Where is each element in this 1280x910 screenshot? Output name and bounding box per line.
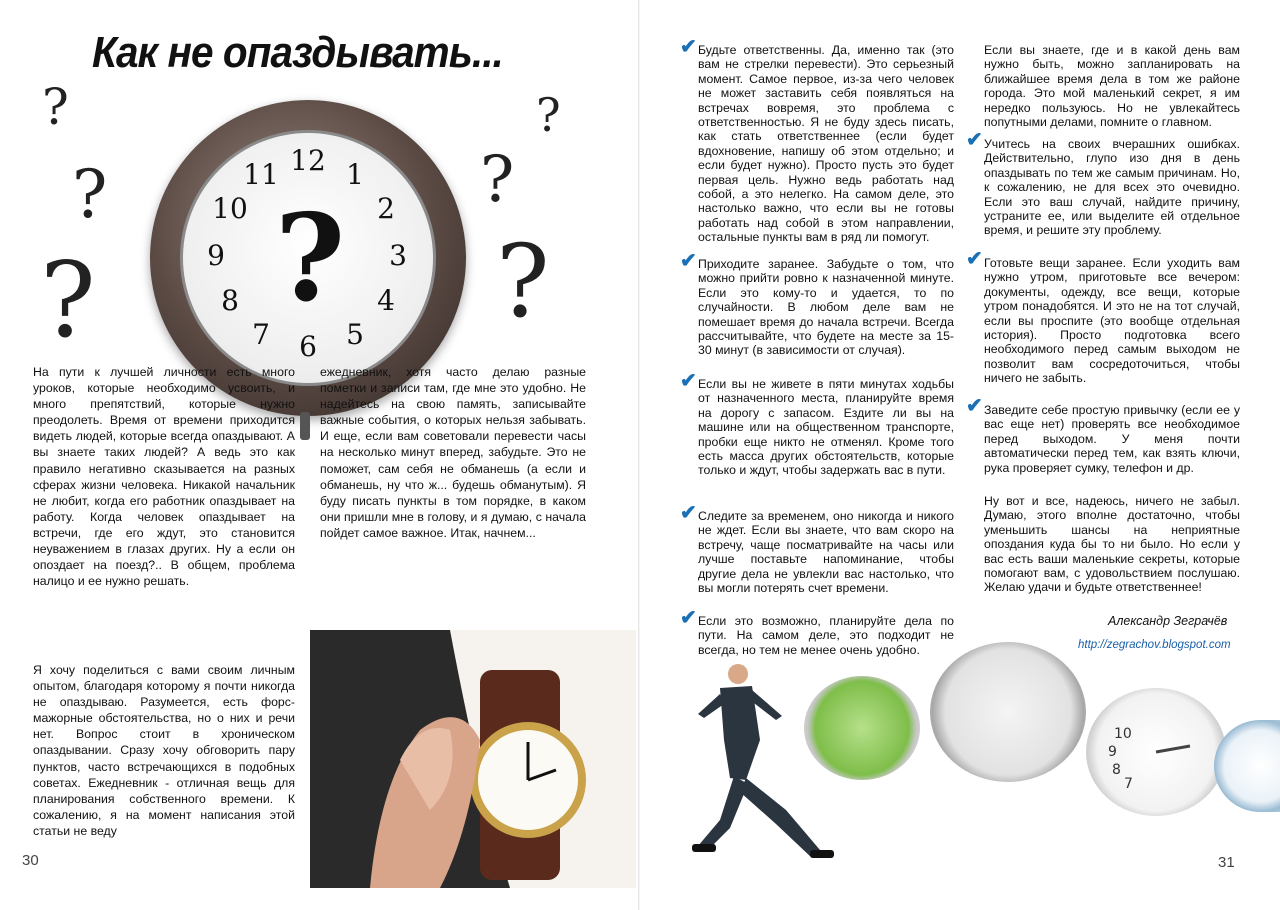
article-title: Как не опаздывать...: [92, 28, 503, 77]
svg-text:1: 1: [346, 158, 364, 191]
intro-text-left: На пути к лучшей личности есть много уроков, которые необходимо усвоить, и много препятствий, которые нужно преодолеть. Время от времени приходится видеть людей, которые всегда опаздывают. А вы знаете таких людей? А ведь это как правило негативно сказывается на разных сферах жизни человека. Никакой начальник не любит, когда его работник опаздывает на работу. Когда человек опаздывает на встречи, где его ждут, это становится неуважением в глазах других. Ну а если он опоздает на поезд?.. В общем, проблема налицо и ее нужно решать.: [33, 365, 295, 589]
question-mark-icon: ?: [42, 78, 69, 136]
question-mark-icon: ?: [480, 143, 515, 217]
author-name: Александр Зеграчёв: [1108, 614, 1228, 628]
conclusion: Ну вот и все, надеюсь, ничего не забыл. Думаю, этого вполне достаточно, чтобы уменьшить шансы на неприятные опоздания куда бы то ни было. Но если у вас есть ваши маленькие секреты, которые помогают вам, с удовольствием послушаю. Желаю удачи и будьте ответственнее!: [984, 494, 1240, 595]
checkmark-icon: ✔: [680, 502, 697, 524]
svg-text:9: 9: [1108, 744, 1117, 760]
tip-item: Заведите себе простую привычку (если ее у вас еще нет) проверять все необходимое перед выходом. У меня почти автоматически перед тем, как взять ключи, рука проверяет сумку, телефон и др.: [984, 403, 1240, 475]
svg-text:10: 10: [212, 192, 248, 225]
svg-text:12: 12: [290, 144, 326, 177]
page-number-right: 31: [1218, 854, 1235, 871]
tip-item: Учитесь на своих вчерашних ошибках. Действительно, глупо изо дня в день опаздывать по тем же самым причинам. Но, к сожалению, не для всех это очевидно. Если это ваш случай, найдите причину, устраните ее, или выделите ей отдельное время, и решите эту проблему.: [984, 137, 1240, 238]
tip-item: Если вы не живете в пяти минутах ходьбы от назначенного места, планируйте время на дорогу с запасом. Ездите ли вы на машине или на общественном транспорте, пробки еще никто не отменял. Кроме того есть масса других обстоятельств, которые только и ждут, чтобы задержать вас в пути.: [698, 377, 954, 478]
svg-text:9: 9: [207, 239, 225, 272]
question-mark-icon: ?: [72, 156, 108, 233]
checkmark-icon: ✔: [966, 129, 983, 151]
checkmark-icon: ✔: [966, 395, 983, 417]
blog-link[interactable]: http://zegrachov.blogspot.com: [1078, 639, 1231, 651]
svg-text:10: 10: [1114, 726, 1132, 742]
svg-text:8: 8: [221, 284, 239, 317]
svg-text:2: 2: [377, 192, 395, 225]
flying-clock-silver: [930, 642, 1086, 782]
tip-item: Следите за временем, оно никогда и никого не ждет. Если вы знаете, что вам скоро на встречу, чаще посматривайте на часы или лучше поставьте напоминание, чтобы другие дела не увлекли вас настолько, что вы могли потерять счет времени.: [698, 509, 954, 596]
intro-text-right: ежедневник, хотя часто делаю разные пометки и записи там, где мне это удобно. Не надейтесь на свою память, записывайте важные события, о которых нельзя забывать. И еще, если вам советовали перевести часы на несколько минут вперед, забудьте. Это не поможет, сам себя не обманешь (а если и обманешь, ну что ж... будешь обманутым). Я буду писать пункты в том порядке, в каком они пришли мне в голову, и я думаю, с начала пойдет самое важное. Итак, начнем...: [320, 365, 586, 540]
svg-text:4: 4: [377, 284, 395, 317]
svg-text:6: 6: [299, 330, 317, 363]
question-mark-icon: ?: [536, 88, 561, 142]
svg-text:3: 3: [389, 239, 407, 272]
checkmark-icon: ✔: [680, 250, 697, 272]
page-number-left: 30: [22, 852, 39, 869]
checkmark-icon: ✔: [680, 370, 697, 392]
tip-item: Если это возможно, планируйте дела по пути. На самом деле, это подходит не всегда, но тем не менее очень удобно.: [698, 614, 954, 657]
checkmark-icon: ✔: [680, 36, 697, 58]
flying-clock-white: [1086, 688, 1226, 816]
wristwatch-photo: [310, 630, 636, 888]
checkmark-icon: ✔: [966, 248, 983, 270]
clock-pendulum: [300, 412, 310, 440]
svg-text:11: 11: [243, 158, 279, 191]
svg-text:8: 8: [1112, 762, 1121, 778]
column2-intro: Если вы знаете, где и в какой день вам нужно быть, можно запланировать на ближайшее время дела в том же районе города. Это мой маленький секрет, я им нередко пользуюсь. Но не увлекайтесь попутными делами, помните о главном.: [984, 43, 1240, 130]
svg-text:5: 5: [346, 318, 364, 351]
flying-clock-green: [804, 676, 920, 780]
paragraph-2: Я хочу поделиться с вами своим личным опытом, благодаря которому я почти никогда не опаздываю. Разумеется, есть форс-мажорные обстоятельства, но о них и речи нет. Вопрос стоит в хроническом опаздывании. Сразу хочу обговорить пару пунктов, часто встречающихся в подобных советах. Ежедневник - отличная вещь для планирования собственного времени. К сожалению, я на момент написания этой статьи не веду: [33, 663, 295, 838]
tip-item: Готовьте вещи заранее. Если уходить вам нужно утром, приготовьте все вечером: документы, одежду, все вещи, которые утром понадобятся. И это не на тот случай, если вы проспите (это вообще отдельная история). Просто подготовка всего необходимого перед самым выходом не позволит вам сосредоточиться, чтобы ничего не забыть.: [984, 256, 1240, 386]
svg-text:?: ?: [274, 188, 346, 329]
tip-item: Приходите заранее. Забудьте о том, что можно прийти ровно к назначенной минуте. Если это кому-то и удается, то по случайности. В любом деле вам не помешает время до начала встречи. Всегда рассчитывайте, что будете на месте за 15-30 минут (в зависимости от случая).: [698, 257, 954, 358]
question-mark-icon: ?: [40, 239, 96, 361]
tip-item: Будьте ответственны. Да, именно так (это вам не стрелки перевести). Это серьезный момент. Самое первое, из-за чего человек не может заставить себя появляться на встречах вовремя, это проблема с ответственностью. Я не буду здесь писать, как стать ответственнее (если будет вдохновение, напишу об этом отдельно; и если будет нужно). Просто пусть это будет первая цель. Нужно ведь работать над собой, а это нелегко. На самом деле, это настолько важно, что если вы не готовы работать над собой в этом направлении, остальные пункты вам в ряд ли помогут.: [698, 43, 954, 245]
svg-text:7: 7: [1124, 776, 1133, 792]
svg-text:7: 7: [252, 318, 270, 351]
checkmark-icon: ✔: [680, 607, 697, 629]
question-mark-icon: ?: [496, 223, 550, 340]
